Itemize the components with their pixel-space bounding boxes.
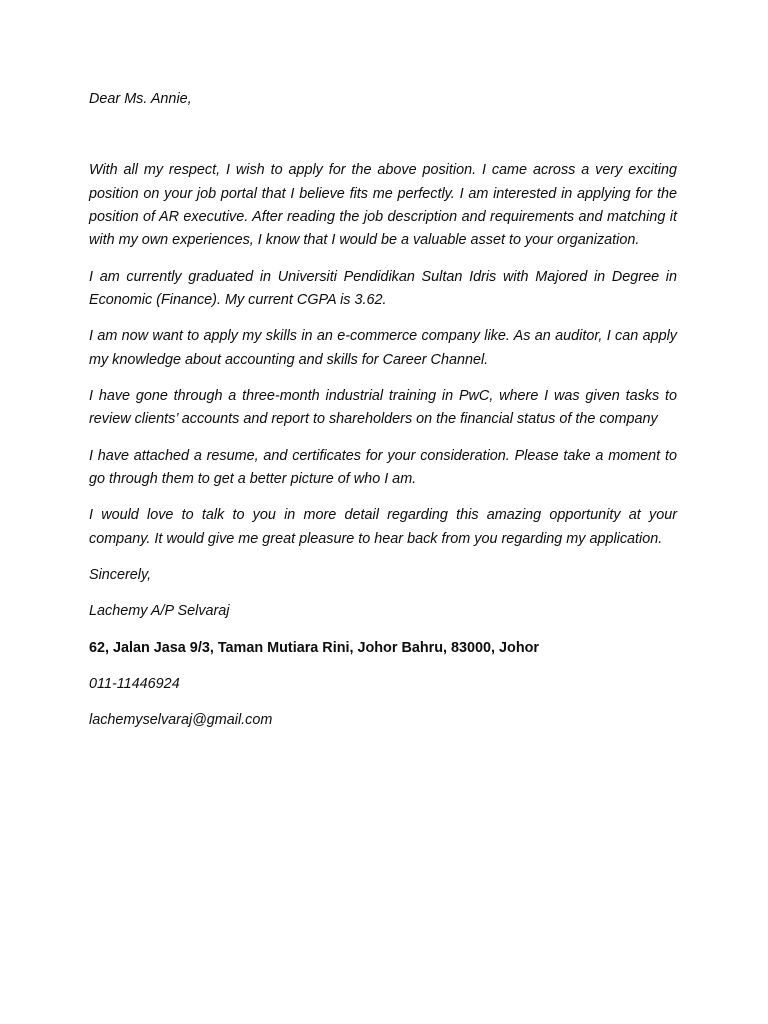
letter-body	[89, 88, 677, 733]
body-paragraph-3: I am now want to apply my skills in an e-commerce company like. As an auditor, I can apply my knowledge about accounting and skills for Career Channel.	[89, 328, 677, 368]
sender-email: lachemyselvaraj@gmail.com	[89, 712, 273, 729]
salutation: Dear Ms. Annie,	[89, 91, 192, 107]
body-paragraph-2: I am currently graduated in Universiti Pendidikan Sultan Idris with Majored in Degree in Economic (Finance). My current CGPA is 3.62.	[89, 268, 677, 308]
sender-phone: 011-11446924	[89, 675, 180, 692]
sender-name: Lachemy A/P Selvaraj	[89, 603, 230, 620]
body-paragraph-4: I have gone through a three-month industrial training in PwC, where I was given tasks to review clients’ accounts and report to shareholders on the financial status of the company	[89, 387, 677, 428]
body-paragraph-6: I would love to talk to you in more detail regarding this amazing opportunity at your company. It would give me great pleasure to hear back from you regarding my application.	[89, 507, 677, 547]
closing-salutation: Sincerely,	[89, 566, 152, 583]
sender-address: 62, Jalan Jasa 9/3, Taman Mutiara Rini, Johor Bahru, 83000, Johor	[89, 639, 540, 656]
body-paragraph-5: I have attached a resume, and certificates for your consideration. Please take a moment to go through them to get a better picture of who I am.	[89, 447, 677, 487]
body-paragraph-1: With all my respect, I wish to apply for the above position. I came across a very exciting position on your job portal that I believe fits me perfectly. I am interested in applying for the position of AR executive. After reading the job description and requirements and matching it with my own experiences, I know that I would be a valuable asset to your organization.	[89, 162, 677, 249]
